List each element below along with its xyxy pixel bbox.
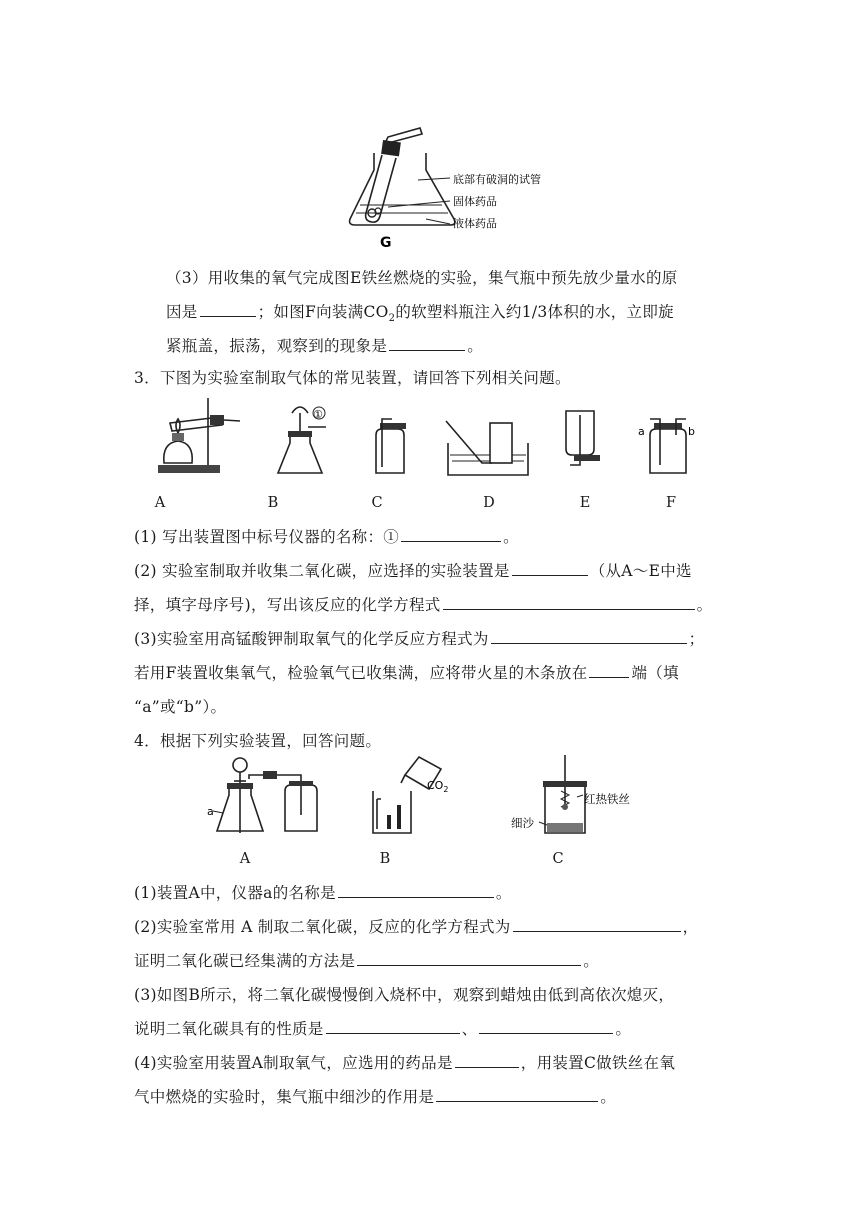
delivery-tube [385,128,422,143]
q4-part3-line1: (3)如图B所示，将二氧化碳慢慢倒入烧杯中，观察到蜡烛由低到高依次熄灭， [134,986,675,1004]
q3-part3-line1: (3)实验室用高锰酸钾制取氧气的化学反应方程式为 ； [134,630,705,648]
q2-part3-line3: 紧瓶盖，振荡，观察到的现象是 。 [166,337,484,355]
q4-label-sand: 细沙 [511,816,534,830]
port-b-label: b [688,425,695,438]
answer-blank[interactable] [436,1087,598,1102]
answer-blank[interactable] [589,663,629,678]
q3-label-d: D [483,495,495,511]
q4-stem: 4．根据下列实验装置，回答问题。 [134,732,382,750]
figure-g-diagram [330,125,570,250]
apparatus-e [566,411,600,465]
q4-apparatus-c [511,755,630,833]
figure-g-label: G [380,235,392,251]
q3-part3-line3: “a”或“b”）。 [134,698,227,716]
q3-part2-line1: (2) 实验室制取并收集二氧化碳，应选择的实验装置是 （从A～E中选 [134,562,692,580]
answer-blank[interactable] [357,951,581,966]
q4-label-co2: $CO_2$ [427,779,449,794]
answer-blank[interactable] [491,629,687,644]
q4-label-iron: 红热铁丝 [584,792,630,806]
q3-label-e: E [579,495,591,511]
q4-part4-line1: (4)实验室用装置A制取氧气，应选用的药品是 ，用装置C做铁丝在氧 [134,1054,676,1072]
q4-apparatus-b [373,757,448,833]
q4-part2-line2: 证明二氧化碳已经集满的方法是 。 [134,952,600,970]
apparatus-b [278,407,326,473]
apparatus-a [158,398,240,473]
answer-blank[interactable] [479,1019,613,1034]
callout-liquid: 液体药品 [453,217,497,230]
answer-blank[interactable] [455,1053,519,1068]
q2-part3-line2: 因是 ；如图F向装满$CO_2$的软塑料瓶注入约1/3体积的水，立即旋 [166,303,674,325]
apparatus-f [638,419,695,473]
q3-label-a: A [154,495,166,511]
q3-part1: (1) 写出装置图中标号仪器的名称：① 。 [134,528,519,546]
apparatus-d [446,421,528,475]
q4-apparatus-a [207,758,317,833]
q3-part3-line2: 若用F装置收集氧气，检验氧气已收集满，应将带火星的木条放在 端（填 [134,664,679,682]
q4-part4-line2: 气中燃烧的实验时，集气瓶中细沙的作用是 。 [134,1088,617,1106]
q3-stem: 3．下图为实验室制取气体的常见装置，请回答下列相关问题。 [134,369,571,387]
callout-solid: 固体药品 [453,195,497,208]
answer-blank[interactable] [326,1019,460,1034]
answer-blank[interactable] [513,917,681,932]
q3-label-c: C [371,495,383,511]
q2-part3-line1: （3）用收集的氧气完成图E铁丝燃烧的实验，集气瓶中预先放少量水的原 [166,269,678,287]
marker-1: ① [313,408,323,421]
q4-label-a-marker: a [207,805,214,818]
q4-label-c: C [552,851,564,867]
q3-label-b: B [267,495,279,511]
answer-blank[interactable] [338,883,494,898]
answer-blank[interactable] [389,336,465,351]
port-a-label: a [638,425,645,438]
q4-label-a: A [239,851,251,867]
answer-blank[interactable] [200,302,256,317]
q4-label-b: B [379,851,391,867]
q4-apparatus-diagram [205,755,630,847]
q3-part2-line2: 择，填字母序号)，写出该反应的化学方程式 。 [134,596,713,614]
q3-label-f: F [665,495,677,511]
stopper [381,140,401,156]
q4-part3-line2: 说明二氧化碳具有的性质是 、 。 [134,1020,632,1038]
q4-part1: (1)装置A中，仪器a的名称是 。 [134,884,512,902]
answer-blank[interactable] [512,561,588,576]
callout-tube: 底部有破洞的试管 [453,173,541,186]
q3-apparatus-diagram [150,395,730,480]
q4-part2-line1: (2)实验室常用 A 制取二氧化碳，反应的化学方程式为 ， [134,918,699,936]
answer-blank[interactable] [401,527,501,542]
apparatus-c [376,419,406,473]
answer-blank[interactable] [443,595,695,610]
